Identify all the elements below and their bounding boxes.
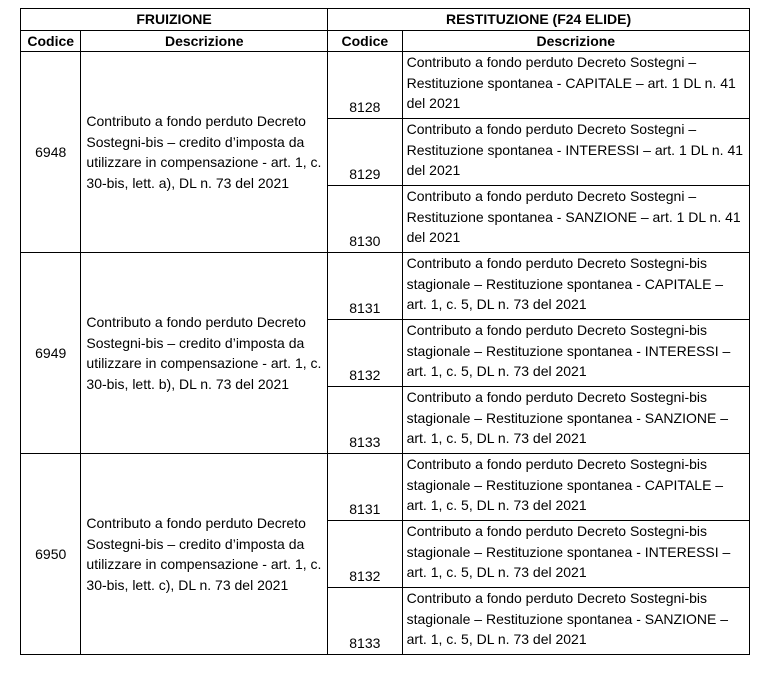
- fruizione-codice: 6950: [21, 454, 81, 655]
- header-fruizione: FRUIZIONE: [21, 9, 328, 31]
- restituzione-codice: 8133: [328, 588, 403, 655]
- header-codice-restituzione: Codice: [328, 30, 403, 52]
- restituzione-codice: 8129: [328, 119, 403, 186]
- restituzione-codice: 8132: [328, 521, 403, 588]
- codes-table: [20, 8, 750, 655]
- table-row: [21, 253, 750, 320]
- restituzione-descrizione: Contributo a fondo perduto Decreto Sostegni-bis stagionale – Restituzione spontanea - CAPITALE – art. 1, c. 5, DL n. 73 del 2021: [402, 253, 749, 320]
- restituzione-descrizione: Contributo a fondo perduto Decreto Sostegni-bis stagionale – Restituzione spontanea - INTERESSI – art. 1, c. 5, DL n. 73 del 2021: [402, 521, 749, 588]
- restituzione-descrizione: Contributo a fondo perduto Decreto Sostegni – Restituzione spontanea - SANZIONE – art. 1 DL n. 41 del 2021: [402, 186, 749, 253]
- fruizione-descrizione: Contributo a fondo perduto Decreto Sostegni-bis – credito d’imposta da utilizzare in compensazione - art. 1, c. 30-bis, lett. a), DL n. 73 del 2021: [81, 52, 328, 253]
- restituzione-descrizione: Contributo a fondo perduto Decreto Sostegni – Restituzione spontanea - INTERESSI – art. 1 DL n. 41 del 2021: [402, 119, 749, 186]
- header-codice-fruizione: Codice: [21, 30, 81, 52]
- restituzione-codice: 8130: [328, 186, 403, 253]
- table-row: [21, 454, 750, 521]
- restituzione-codice: 8128: [328, 52, 403, 119]
- restituzione-descrizione: Contributo a fondo perduto Decreto Sostegni-bis stagionale – Restituzione spontanea - SANZIONE – art. 1, c. 5, DL n. 73 del 2021: [402, 387, 749, 454]
- header-restituzione: RESTITUZIONE (F24 ELIDE): [328, 9, 750, 31]
- restituzione-codice: 8133: [328, 387, 403, 454]
- fruizione-descrizione: Contributo a fondo perduto Decreto Sostegni-bis – credito d’imposta da utilizzare in compensazione - art. 1, c. 30-bis, lett. c), DL n. 73 del 2021: [81, 454, 328, 655]
- restituzione-codice: 8131: [328, 454, 403, 521]
- restituzione-codice: 8131: [328, 253, 403, 320]
- restituzione-descrizione: Contributo a fondo perduto Decreto Sostegni-bis stagionale – Restituzione spontanea - SANZIONE – art. 1, c. 5, DL n. 73 del 2021: [402, 588, 749, 655]
- fruizione-codice: 6948: [21, 52, 81, 253]
- restituzione-codice: 8132: [328, 320, 403, 387]
- fruizione-descrizione: Contributo a fondo perduto Decreto Sostegni-bis – credito d’imposta da utilizzare in compensazione - art. 1, c. 30-bis, lett. b), DL n. 73 del 2021: [81, 253, 328, 454]
- header-descrizione-fruizione: Descrizione: [81, 30, 328, 52]
- table-row: [21, 52, 750, 119]
- restituzione-descrizione: Contributo a fondo perduto Decreto Sostegni – Restituzione spontanea - CAPITALE – art. 1 DL n. 41 del 2021: [402, 52, 749, 119]
- header-descrizione-restituzione: Descrizione: [402, 30, 749, 52]
- restituzione-descrizione: Contributo a fondo perduto Decreto Sostegni-bis stagionale – Restituzione spontanea - CAPITALE – art. 1, c. 5, DL n. 73 del 2021: [402, 454, 749, 521]
- restituzione-descrizione: Contributo a fondo perduto Decreto Sostegni-bis stagionale – Restituzione spontanea - INTERESSI – art. 1, c. 5, DL n. 73 del 2021: [402, 320, 749, 387]
- fruizione-codice: 6949: [21, 253, 81, 454]
